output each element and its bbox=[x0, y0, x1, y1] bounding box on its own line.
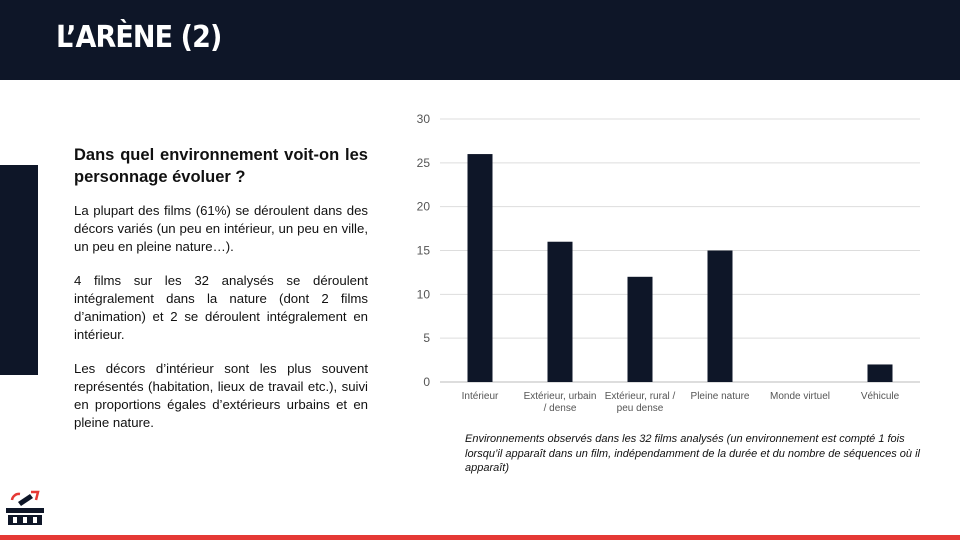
bar bbox=[468, 154, 493, 382]
paragraph: Les décors d’intérieur sont les plus souvent représentés (habitation, lieux de travail etc.), suivi en proportions égales d’extérieurs urbains et en pleine nature. bbox=[74, 361, 368, 430]
y-tick-label: 30 bbox=[416, 112, 430, 126]
y-tick-label: 0 bbox=[423, 375, 430, 389]
arena-logo-icon bbox=[4, 488, 46, 528]
x-category-label: Pleine nature bbox=[690, 391, 750, 402]
x-category-label: Véhicule bbox=[860, 391, 900, 402]
bar bbox=[708, 251, 733, 383]
paragraph: 4 films sur les 32 analysés se déroulent intégralement dans la nature (dont 2 films d’animation) et 2 se déroulent intégralement en intérieur. bbox=[74, 273, 368, 342]
x-category-label: Extérieur, urbain bbox=[523, 391, 597, 402]
y-tick-label: 10 bbox=[416, 287, 430, 302]
bar bbox=[548, 242, 573, 382]
x-category-label: peu dense bbox=[616, 403, 664, 414]
chart-svg bbox=[400, 104, 930, 414]
text-column bbox=[74, 144, 368, 448]
environment-bar-chart bbox=[400, 104, 930, 414]
page-title: L’ARÈNE (2) bbox=[56, 20, 222, 55]
chart-caption: Environnements observés dans les 32 films analysés (un environnement est compté 1 fois lorsqu’il apparaît dans un film, indépendamment de la durée et du nombre de séquences où il apparaît) bbox=[465, 433, 920, 474]
x-category-label: / dense bbox=[543, 403, 577, 414]
y-tick-label: 25 bbox=[416, 155, 430, 170]
paragraph: La plupart des films (61%) se déroulent dans des décors variés (un peu en intérieur, un peu en ville, un peu en pleine nature…). bbox=[74, 203, 368, 254]
header-bar bbox=[0, 0, 960, 80]
bottom-accent-line bbox=[0, 535, 960, 540]
bar bbox=[628, 277, 653, 382]
y-tick-label: 20 bbox=[416, 199, 430, 214]
x-category-label: Monde virtuel bbox=[769, 391, 831, 402]
x-category-label: Extérieur, rural / bbox=[604, 391, 676, 402]
bar bbox=[868, 364, 893, 382]
x-category-label: Intérieur bbox=[461, 391, 499, 402]
y-tick-label: 15 bbox=[416, 243, 430, 258]
y-tick-label: 5 bbox=[423, 331, 430, 346]
section-question: Dans quel environnement voit-on les personnage évoluer ? bbox=[74, 146, 368, 186]
side-accent-bar bbox=[0, 165, 38, 375]
